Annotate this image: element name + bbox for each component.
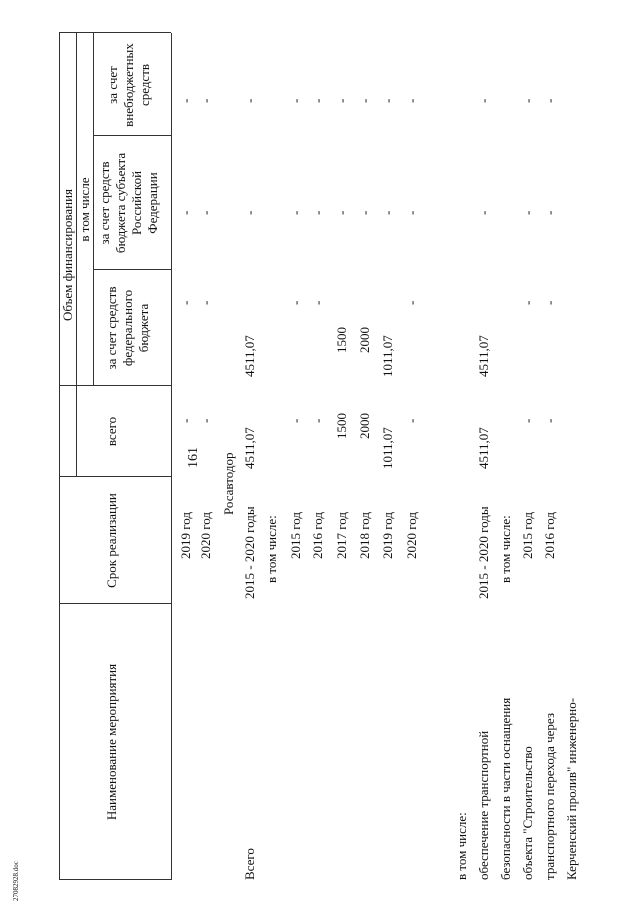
header-bottom-border — [171, 33, 172, 880]
row-total: - — [288, 418, 303, 423]
row-period: 2015 - 2020 годы — [242, 506, 257, 599]
row-period: 2016 год — [542, 512, 557, 559]
row-federal: 1500 — [334, 327, 349, 353]
row-period: 2015 год — [288, 512, 303, 559]
header-total: всего — [104, 416, 119, 447]
row-extra: - — [380, 98, 395, 103]
org-heading: Росавтодор — [221, 452, 236, 515]
header-regional: за счет средств бюджета субъекта Российской Федерации — [97, 152, 160, 254]
footer-reference: 27082928.doc — [12, 861, 20, 901]
row-extra: - — [520, 98, 535, 103]
row-regional: - — [334, 210, 349, 215]
project-line: транспортного перехода через — [542, 713, 557, 880]
row-federal: 2000 — [357, 327, 372, 353]
row-federal: - — [198, 300, 213, 305]
row-extra: - — [404, 98, 419, 103]
row-total: - — [198, 418, 213, 423]
total-label: Всего — [242, 848, 257, 880]
row-regional: - — [542, 210, 557, 215]
header-period: Срок реализации — [104, 493, 119, 588]
header-funding: Объем финансирования — [60, 188, 75, 322]
row-extra: - — [310, 98, 325, 103]
row-federal: 4511,07 — [476, 335, 491, 377]
page-number: 161 — [186, 447, 201, 468]
row-extra: - — [357, 98, 372, 103]
row-regional: - — [242, 210, 257, 215]
row-federal: - — [542, 300, 557, 305]
row-federal: - — [178, 300, 193, 305]
row-total: - — [404, 418, 419, 423]
row-regional: - — [520, 210, 535, 215]
row-regional: - — [404, 210, 419, 215]
header-extra: за счет внебюджетных средств — [105, 43, 152, 127]
col-divider-federal-regional — [93, 269, 171, 270]
row-regional: - — [476, 210, 491, 215]
row-total: 1500 — [334, 413, 349, 439]
row-period: 2018 год — [357, 512, 372, 559]
row-period: в том числе: — [264, 515, 279, 583]
row-period: 2019 год — [380, 512, 395, 559]
subheader-line — [93, 33, 94, 386]
row-extra: - — [198, 98, 213, 103]
row-period: 2019 год — [178, 512, 193, 559]
header-name: Наименование мероприятия — [104, 663, 119, 821]
row-extra: - — [476, 98, 491, 103]
row-federal: - — [310, 300, 325, 305]
row-extra: - — [542, 98, 557, 103]
row-period: 2017 год — [334, 512, 349, 559]
row-regional: - — [198, 210, 213, 215]
row-regional: - — [288, 210, 303, 215]
row-extra: - — [334, 98, 349, 103]
row-total: - — [542, 418, 557, 423]
row-period: 2016 год — [310, 512, 325, 559]
row-period: 2020 год — [198, 512, 213, 559]
row-total: - — [178, 418, 193, 423]
row-total: 1011,07 — [380, 427, 395, 469]
row-regional: - — [357, 210, 372, 215]
col-divider-regional-extra — [93, 135, 171, 136]
row-period: 2015 год — [520, 512, 535, 559]
row-extra: - — [288, 98, 303, 103]
header-federal: за счет средств федерального бюджета — [104, 286, 151, 370]
row-regional: - — [310, 210, 325, 215]
row-total: - — [310, 418, 325, 423]
row-total: 2000 — [357, 413, 372, 439]
row-federal: 1011,07 — [380, 335, 395, 377]
row-federal: - — [520, 300, 535, 305]
row-regional: - — [380, 210, 395, 215]
row-extra: - — [242, 98, 257, 103]
row-federal: - — [404, 300, 419, 305]
row-regional: - — [178, 210, 193, 215]
row-period: 2020 год — [404, 512, 419, 559]
row-total: 4511,07 — [242, 427, 257, 469]
project-line: Керченский пролив" инженерно- — [564, 697, 579, 880]
row-period: 2015 - 2020 годы — [476, 506, 491, 599]
row-total: - — [520, 418, 535, 423]
project-line: безопасности в части оснащения — [498, 697, 513, 880]
project-incl-label: в том числе: — [454, 812, 469, 880]
row-extra: - — [178, 98, 193, 103]
row-federal: 4511,07 — [242, 335, 257, 377]
project-line: обеспечение транспортной — [476, 730, 491, 880]
header-incl: в том числе — [77, 177, 92, 242]
row-federal: - — [288, 300, 303, 305]
row-period: в том числе: — [498, 515, 513, 583]
row-total: 4511,07 — [476, 427, 491, 469]
project-line: объекта "Строительство — [520, 746, 535, 880]
